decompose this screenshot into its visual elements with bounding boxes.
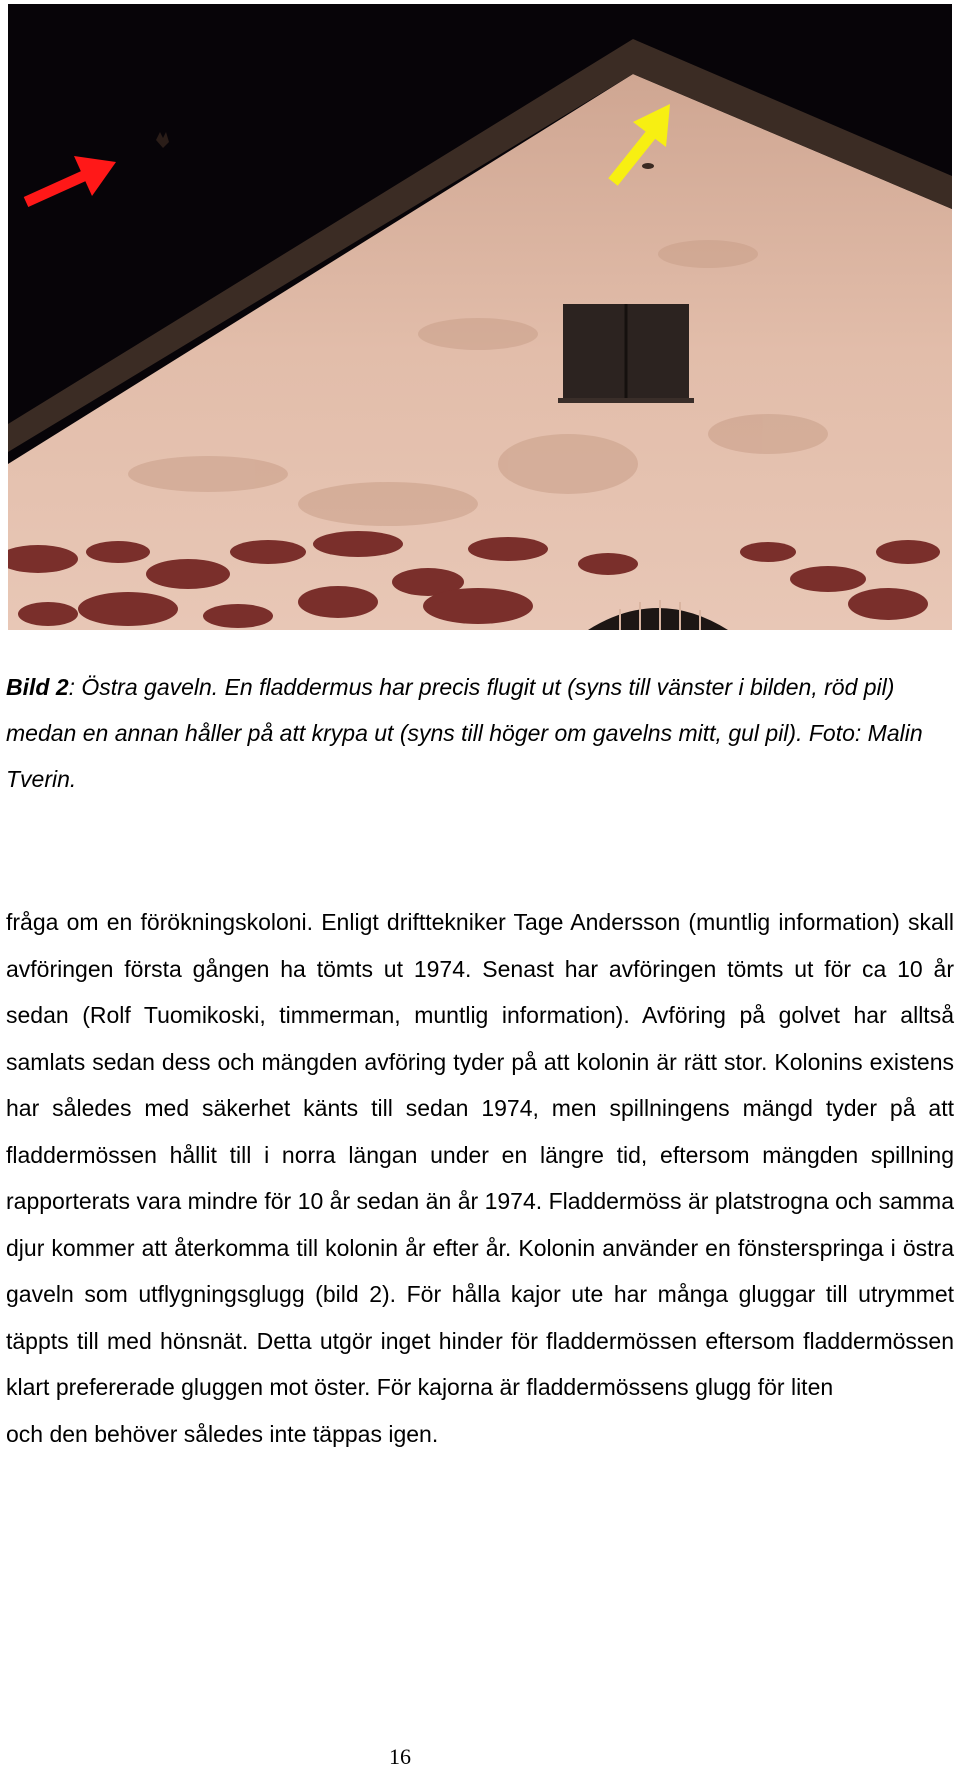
caption-text: : Östra gaveln. En fladdermus har precis flugit ut (syns till vänster i bilden, röd pil) medan en annan håller på att krypa ut (syns till höger om gavelns mitt, gul pil). Foto: Malin Tverin. — [6, 674, 923, 792]
gable-photo-illustration — [8, 4, 952, 630]
paragraph-last-line: och den behöver således inte täppas igen. — [6, 1420, 439, 1447]
body-paragraph — [6, 899, 954, 1457]
page-number: 16 — [389, 1744, 411, 1769]
paragraph-text: fråga om en förökningskoloni. Enligt drifttekniker Tage Andersson (muntlig information) skall avföringen första gången ha tömts ut 1974. Senast har avföringen tömts ut för ca 10 år sedan (Rolf Tuomikoski, timmerman, muntlig information). Avföring på golvet har alltså samlats sedan dess och mängden avföring tyder på att kolonin är rätt stor. Kolonins existens har således med säkerhet känts till sedan 1974, men spillningens mängd tyder på att fladdermössen hållit till i norra längan under en längre tid, eftersom mängden spillning rapporterats vara mindre för 10 år sedan än år 1974. Fladdermöss är platstrogna och samma djur kommer att återkomma till kolonin år efter år. Kolonin använder en fönsterspringa i östra gaveln som utflygningsglugg (bild 2). För hålla kajor ute har många gluggar till utrymmet täppts till med hönsnät. Detta utgör inget hinder för fladdermössen eftersom fladdermössen klart prefererade gluggen mot öster. För kajorna är fladdermössens glugg för liten — [6, 909, 954, 1400]
figure-caption — [6, 664, 954, 802]
bat-crawling — [642, 163, 654, 169]
gable-photo — [8, 4, 952, 630]
caption-label: Bild 2 — [6, 674, 69, 700]
